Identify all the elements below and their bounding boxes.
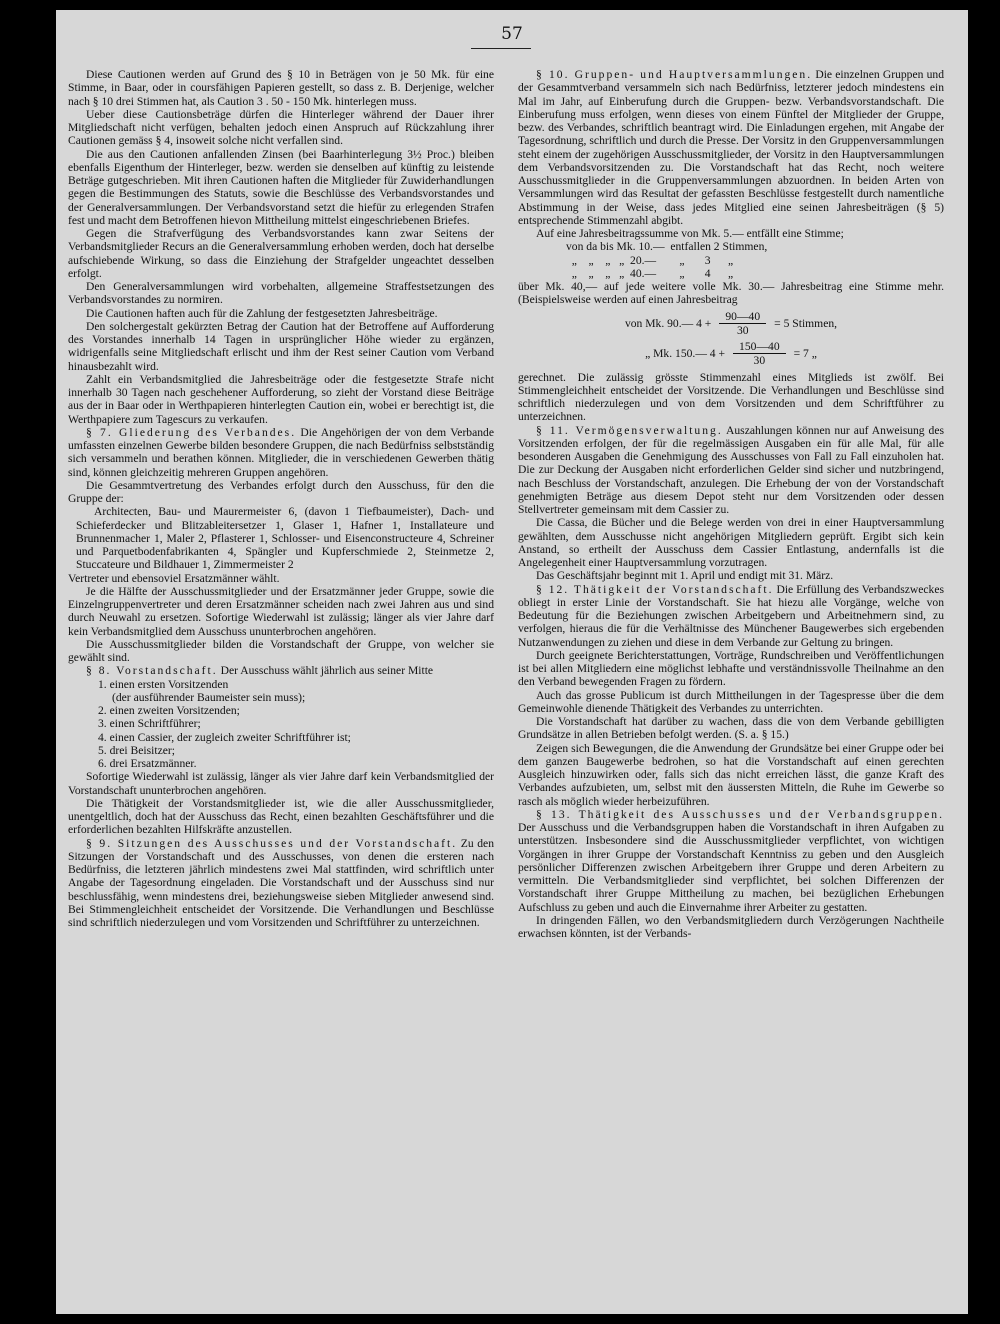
paragraph: Das Geschäftsjahr beginnt mit 1. April und endigt mit 31. März. xyxy=(536,569,834,583)
right-column xyxy=(518,68,944,1308)
list-item: 4. einen Cassier, der zugleich zweiter Schriftführer ist; xyxy=(98,730,351,744)
formula xyxy=(518,340,944,368)
vote-table xyxy=(518,240,944,280)
paragraph: Die Cassa, die Bücher und die Belege werden von drei in einer Hauptversammlung gewählten, dem Ausschusse nicht angehörigen Mitgliedern geprüft. Ergibt sich kein Anstand, so ertheilt der Ausschuss dem Cassier Entlastung, andernfalls ist die Angelegenheit einer Hauptversammlung vorzutragen. xyxy=(518,516,944,569)
section-10 xyxy=(518,68,944,227)
paragraph: Die Cautionen haften auch für die Zahlung der festgesetzten Jahresbeiträge. xyxy=(86,306,438,320)
paragraph: Zeigen sich Bewegungen, die die Anwendung der Grundsätze bei einer Gruppe oder bei dem ganzen Baugewerbe bedrohen, so hat die Vorstandschaft auf einen gerechten Ausgleich hinzuwirken oder, falls sich das nicht erreichen lässt, die ganze Kraft des Verbandes aufzubieten, um, selbst mit den äussersten Mitteln, die Ruhe im Gewerbe so rasch als möglich wieder herbeizuführen. xyxy=(518,741,944,808)
fraction-denominator: 30 xyxy=(753,354,766,368)
paragraph: gerechnet. Die zulässig grösste Stimmenzahl eines Mitglieds ist zwölf. Bei Stimmengleichheit entscheidet der Vorsitzende. Die Verhandlungen und Beschlüsse sind schriftlich niederzulegen und von dem Vorsitzenden und dem Schriftführer zu unterzeichnen. xyxy=(518,370,944,424)
section-text: Die Erfüllung des Verbandszweckes obliegt in erster Linie der Vorstandschaft. Sie hat hiezu alle Vorgänge, welche von Bedeutung für die Beziehungen zwischen Arbeitgebern und Arbeitnehmern sind, zu verfolgen, hieraus die für die Verhältnisse des Münchener Baugewerbes sich ergebenden Nutzanwendungen zu ziehen und diese in dem Verbande zur Geltung zu bringen. xyxy=(518,582,944,649)
list-item-note: (der ausführender Baumeister sein muss); xyxy=(112,690,306,704)
section-heading: § 13. Thätigkeit des Ausschusses und der Verbandsgruppen. xyxy=(536,807,944,821)
section-heading: § 8. Vorstandschaft. xyxy=(86,664,218,678)
formula-rhs: = 5 Stimmen, xyxy=(774,316,838,330)
section-text: Auszahlungen können nur auf Anweisung des Vorsitzenden erfolgen, der für die regelmässigen Ausgaben ein für alle Mal, für alle besonderen Ausgaben die Genehmigung des Ausschusses von Fall zu Fall einzuholen hat. Die zur Deckung der Ausgaben nicht erforderlichen Gelder sind sicher und nutzbringend, nach Beschluss der Vorstandschaft, anzulegen. Die Erhebung der von der Vorstandschaft genehmigten Beträge aus diesem Depot steht nur dem Vorsitzenden oder dessen Stellvertreter gemeinsam mit dem Cassier zu. xyxy=(518,423,944,516)
paragraph: Die Gesammtvertretung des Verbandes erfolgt durch den Ausschuss, für den die Gruppe der: xyxy=(68,478,494,505)
formula xyxy=(518,310,944,338)
vote-row: „ „ „ „ 40.— „ 4 „ xyxy=(566,266,734,280)
paragraph: Diese Cautionen werden auf Grund des § 10 in Beträgen von je 50 Mk. für eine Stimme, in Baar, oder in coursfähigen Papieren gestellt, so dass z. B. Derjenige, welcher nach § 10 drei Stimmen hat, als Caution 3 . 50 - 150 Mk. hinterlegen muss. xyxy=(68,68,494,108)
section-text: Der Ausschuss wählt jährlich aus seiner Mitte xyxy=(217,664,434,678)
paragraph: Die aus den Cautionen anfallenden Zinsen (bei Baarhinterlegung 3½ Proc.) bleiben ebenfalls Eigenthum der Hinterleger, bezw. werden sie denselben auf künftig zu leistende Beträge gutgeschrieben. Mit ihren Cautionen haften die Mitglieder für Zuwiderhandlungen gegen die Bestimmungen des Statuts, sowie die Beschlüsse des Verbandsvorstandes und der Generalversammlungen. Der Verbandsvorstand setzt die hiefür zu erlegenden Strafen fest und macht dem Betroffenen hievon Mittheilung mittelst eingeschriebenen Briefes. xyxy=(68,147,494,227)
fraction-numerator: 150—40 xyxy=(733,340,786,354)
paragraph: über Mk. 40,— auf jede weitere volle Mk. 30.— Jahresbeitrag eine Stimme mehr. (Beispielsweise werden auf einen Jahresbeitrag xyxy=(518,280,944,307)
list-item: 6. drei Ersatzmänner. xyxy=(98,757,197,770)
left-column xyxy=(68,68,494,1308)
paragraph: Die Thätigkeit der Vorstandsmitglieder ist, wie die aller Ausschussmitglieder, unentgeltlich, doch hat der Ausschuss das Recht, einen bezahlten Geschäftsführer und die erforderlichen bezahlten Hilfskräfte anzustellen. xyxy=(68,796,494,837)
section-13 xyxy=(518,808,944,914)
section-heading: § 9. Sitzungen des Ausschusses und der Vorstandschaft. xyxy=(86,836,458,850)
list-item: 3. einen Schriftführer; xyxy=(98,717,201,731)
section-text: Zu den Sitzungen der Vorstandschaft und des Ausschusses, von denen die ersteren nach Bedürfniss, die letzteren jährlich mindestens zwei Mal stattfinden, wird schriftlich unter Angabe der Tagesordnung eingeladen. Die Vorstandschaft und der Ausschuss sind nur beschlussfähig, wenn mindestens drei, beziehungsweise sieben Mitglieder anwesend sind. Bei Stimmengleichheit entscheidet der Vorsitzende. Die Verhandlungen und Beschlüsse sind schriftlich niederzulegen und vom Vorsitzenden und Schriftführer zu unterzeichnen. xyxy=(68,836,494,929)
paragraph: Die Ausschussmitglieder bilden die Vorstandschaft der Gruppe, von welcher sie gewählt sind. xyxy=(68,637,494,664)
fraction xyxy=(733,340,786,368)
list-item: 5. drei Beisitzer; xyxy=(98,743,175,757)
section-heading: § 12. Thätigkeit der Vorstandschaft. xyxy=(536,582,774,596)
paragraph: Je die Hälfte der Ausschussmitglieder und der Ersatzmänner jeder Gruppe, sowie die Einzelngruppenvertreter und deren Ersatzmänner scheiden nach zwei Jahren aus und sind durch Neuwahl zu ersetzen. Sofortige Wiederwahl ist zulässig; länger als vier Jahre darf kein Verbandsmitglied dem Ausschuss ununterbrochen angehören. xyxy=(68,584,494,638)
section-heading: § 11. Vermögensverwaltung. xyxy=(536,423,723,437)
section-8 xyxy=(68,664,494,677)
page xyxy=(56,10,968,1314)
fraction xyxy=(719,310,766,338)
page-number: 57 xyxy=(501,24,523,44)
paragraph: Die Vorstandschaft hat darüber zu wachen, dass die von dem Verbande gebilligten Grundsätze in allen Betrieben befolgt werden. (S. a. § 15.) xyxy=(518,715,944,742)
section-12 xyxy=(518,583,944,649)
paragraph: Zahlt ein Verbandsmitglied die Jahresbeiträge oder die festgesetzte Strafe nicht innerhalb 30 Tagen nach geschehener Aufforderung, so zieht der Vorstand diese Beiträge aus der in Baar oder in Werthpapieren hinterlegten Caution ein, wobei er berechtigt ist, die Werthpapiere zum Tagescurs zu verkaufen. xyxy=(68,372,494,426)
formula-lhs: „ Mk. 150.— 4 + xyxy=(645,347,726,361)
section-heading: § 7. Gliederung des Verbandes. xyxy=(86,425,297,439)
paragraph: Durch geeignete Berichterstattungen, Vorträge, Rundschreiben und Veröffentlichungen ist bei allen Mitgliedern eine möglichst lebhafte und verständnissvolle Theilnahme an den den Verband bewegenden Fragen zu fördern. xyxy=(518,648,944,689)
paragraph: In dringenden Fällen, wo den Verbandsmitgliedern durch Verzögerungen Nachtheile erwachsen könnten, ist der Verbands- xyxy=(518,913,944,940)
paragraph: Den solchergestalt gekürzten Betrag der Caution hat der Betroffene auf Aufforderung des Vorstandes innerhalb 14 Tagen in ursprünglicher Höhe wieder zu ergänzen, widrigenfalls seine Mitgliedschaft erlischt und ihm der Rest seiner Caution vom Verband hinausbezahlt wird. xyxy=(68,319,494,373)
paragraph: Den Generalversammlungen wird vorbehalten, allgemeine Straffestsetzungen des Verbandsvorstandes zu normiren. xyxy=(68,280,494,307)
paragraph: Sofortige Wiederwahl ist zulässig, länger als vier Jahre darf kein Verbandsmitglied der Vorstandschaft ununterbrochen angehören. xyxy=(68,770,494,797)
section-7 xyxy=(68,426,494,479)
fraction-denominator: 30 xyxy=(736,323,749,337)
paragraph: Gegen die Strafverfügung des Verbandsvorstandes kann zwar Seitens der Verbandsmitglieder Recurs an die Generalversammlung erhoben werden, doch hat derselbe aufschiebende Wirkung, so dass die Einziehung der Strafgelder ungeachtet desselben erfolgt. xyxy=(68,227,494,280)
paragraph: Auf eine Jahresbeitragssumme von Mk. 5.— entfällt eine Stimme; xyxy=(536,227,844,240)
paragraph: Vertreter und ebensoviel Ersatzmänner wählt. xyxy=(68,571,280,585)
paragraph: Ueber diese Cautionsbeträge dürfen die Hinterleger während der Dauer ihrer Mitgliedschaft nicht verfügen, behalten jedoch einen Anspruch auf Rückzahlung ihrer Cautionen gemäss § 4, insoweit solche nicht verfallen sind. xyxy=(68,107,494,148)
list-item: 2. einen zweiten Vorsitzenden; xyxy=(98,704,240,717)
section-text: Der Ausschuss und die Verbandsgruppen haben die Vorstandschaft in ihren Aufgaben zu unterstützen. Insbesondere sind die Ausschussmitglieder verpflichtet, von wichtigen Vorgängen in ihrer Gruppe der Vorstandschaft Kenntniss zu geben und den Ausgleich persönlicher Differenzen zwischen Arbeitgebern ihrer Gruppe und deren Arbeitern zu vermitteln. Die Verbandsmitglieder sind verpflichtet, bei solchen Differenzen der Vorstandschaft ihrer Gruppe Mittheilung zu machen, bei bezüglichen Erhebungen Aufschluss zu geben und auch die Einvernahme ihrer Arbeiter zu gestatten. xyxy=(518,821,944,914)
section-9 xyxy=(68,837,494,930)
formula-rhs: = 7 „ xyxy=(793,347,817,361)
section-heading: § 10. Gruppen- und Hauptversammlungen. xyxy=(536,68,813,81)
section-text: Die einzelnen Gruppen und der Gesammtverband versammeln sich nach Bedürfniss, letzterer jedoch mindestens ein Mal im Jahr, auf Einberufung durch die Gruppen- bezw. Verbandsvorstandschaft. Die Einberufung muss erfolgen, wenn dieses von einem Fünftel der Mitglieder der Gruppe, bezw. des Verbandes, schriftlich beantragt wird. Die Einladungen ergehen, mit Angabe der Tagesordnung, schriftlich und durch die Presse. Der Vorsitz in den Gruppenversammlungen steht einem der zugehörigen Ausschussmitglieder, der Vorsitz in den Hauptversammlungen dem Verbandsvorsitzenden zu. Die Vorstandschaft hat das Recht, noch weitere Ausschussmitglieder in die Gruppenversammlungen abzuordnen. In beiden Arten von Versammlungen wird das Resultat der gefassten Beschlüsse festgestellt durch namentliche Abstimmung in der Weise, dass jedes Mitglied eine seinen Jahresbeiträgen (§ 5) entsprechende Stimmenzahl abgibt. xyxy=(518,68,944,227)
vote-row: „ „ „ „ 20.— „ 3 „ xyxy=(566,253,734,267)
vote-row: von da bis Mk. 10.— entfallen 2 Stimmen, xyxy=(566,240,768,254)
formula-lhs: von Mk. 90.— 4 + xyxy=(624,316,712,330)
list-item: 1. einen ersten Vorsitzenden (der ausführender Baumeister sein muss); xyxy=(98,678,494,705)
fraction-numerator: 90—40 xyxy=(719,310,766,324)
officer-list xyxy=(98,678,494,771)
section-11 xyxy=(518,424,944,517)
section-text: Die Angehörigen der von dem Verbande umfassten einzelnen Gewerbe bilden besondere Gruppen, die nach Bedürfniss selbstständig sich versammeln und berathen können. Mitglieder, die in verschiedenen Gewerben thätig sind, können gleichzeitig mehreren Gruppen angehören. xyxy=(68,425,494,479)
paragraph: Architecten, Bau- und Maurermeister 6, (davon 1 Tiefbaumeister), Dach- und Schieferdecker und Blitzableitersetzer 1, Glaser 1, Hafner 1, Installateure und Brunnenmacher 1, Maler 2, Pflasterer 1, Schlosser- und Eisenconstructeure 4, Schreiner und Parquetbodenfabrikanten 4, Spängler und Kupferschmiede 2, Steinmetze 2, Stuccateure und Bildhauer 1, Zimmermeister 2 xyxy=(76,505,494,572)
paragraph: Auch das grosse Publicum ist durch Mittheilungen in der Tagespresse über die dem Gemeinwohle dienende Thätigkeit des Verbandes zu unterrichten. xyxy=(518,688,944,715)
page-number-rule xyxy=(471,48,531,49)
